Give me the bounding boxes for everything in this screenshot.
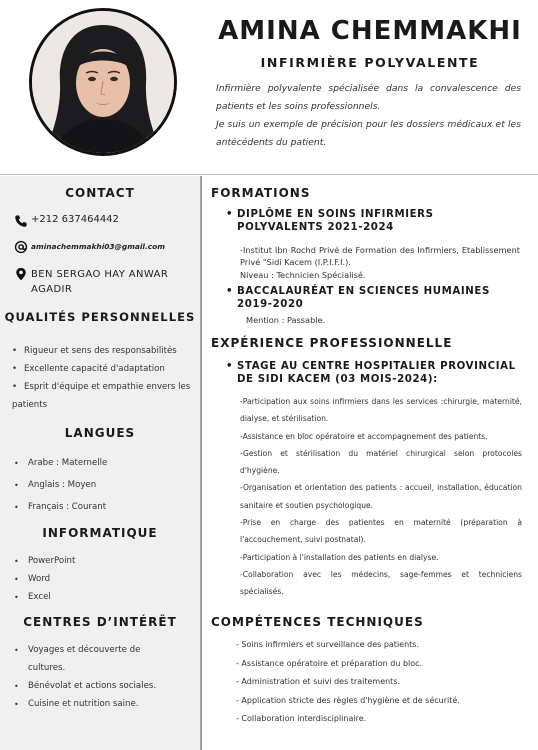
email-address[interactable]: aminachemmakhi03@gmail.com	[31, 242, 165, 251]
it-list	[14, 552, 194, 606]
contact-email	[14, 240, 165, 254]
degree-1-school: -Institut Ibn Rochd Privé de Formation des Infirmiers, Etablissement Privé "Sidi Kacem (I.P.I.F.I.).	[240, 245, 520, 267]
list-item: • PowerPoint	[14, 556, 76, 566]
skills-list	[236, 636, 526, 729]
degree-2-mention: Mention : Passable.	[246, 315, 326, 325]
interests-title: CENTRES D’INTÉRÊT	[23, 615, 177, 629]
list-item: • Anglais : Moyen	[14, 480, 97, 490]
languages-title: LANGUES	[64, 426, 136, 440]
cv-header	[0, 0, 538, 175]
list-item: • Arabe : Maternelle	[14, 458, 108, 468]
detail-item: -Organisation et orientation des patients : accueil, installation, éducation sanitaire et soutien psychologique.	[240, 483, 522, 510]
phone-number[interactable]: +212 637464442	[31, 214, 119, 225]
bullet-icon: •	[226, 361, 234, 372]
list-item: • Cuisine et nutrition saine.	[14, 699, 139, 709]
profile-summary	[216, 80, 521, 152]
list-item: - Assistance opératoire et préparation du bloc.	[236, 658, 423, 668]
qualities-list	[12, 342, 194, 414]
detail-item: -Participation à l'installation des patients en dialyse.	[240, 552, 439, 562]
location-pin-icon	[14, 267, 28, 281]
summary-line-1: Infirmière polyvalente spécialisée dans la convalescence des patients et les soins professionnels.	[216, 83, 521, 112]
at-sign-icon	[14, 240, 28, 254]
bullet-icon: •	[226, 209, 234, 220]
address-text: BEN SERGAO HAY ANWAR AGADIR	[31, 269, 169, 295]
skills-title: COMPÉTENCES TECHNIQUES	[211, 615, 424, 629]
contact-title: CONTACT	[65, 186, 135, 200]
list-item: - Application stricte des règles d'hygiène et de sécurité.	[236, 695, 460, 705]
column-divider	[200, 176, 202, 750]
detail-item: -Collaboration avec les médecins, sage-femmes et techniciens spécialisés.	[240, 569, 522, 597]
languages-list	[14, 452, 194, 518]
candidate-name: AMINA CHEMMAKHI	[218, 16, 522, 46]
list-item: • Rigueur et sens des responsabilités	[12, 346, 177, 356]
detail-item: -Prise en charge des patientes en maternité (préparation à l'accouchement, suivi postnatal).	[240, 518, 522, 545]
education-title: FORMATIONS	[211, 186, 311, 200]
detail-item: -Assistance en bloc opératoire et accompagnement des patients.	[240, 431, 488, 441]
list-item: • Esprit d'équipe et empathie envers les patients	[12, 382, 191, 410]
list-item: - Collaboration interdisciplinaire.	[236, 714, 367, 724]
bullet-icon: •	[226, 286, 234, 297]
qualities-title: QUALITÉS PERSONNELLES	[4, 310, 196, 324]
detail-item: -Participation aux soins infirmiers dans les services :chirurgie, maternité, dialyse, et stérilisation.	[240, 397, 522, 424]
list-item: cultures.	[28, 663, 66, 673]
contact-phone	[14, 214, 119, 228]
degree-1-level: Niveau : Technicien Spécialisé.	[240, 270, 366, 280]
list-item: - Administration et suivi des traitements.	[236, 677, 401, 687]
list-item: • Bénévolat et actions sociales.	[14, 681, 157, 691]
it-title: INFORMATIQUE	[42, 526, 158, 540]
detail-item: -Gestion et stérilisation du matériel chirurgical selon protocoles d'hygiène.	[240, 448, 522, 476]
stage-details	[240, 393, 522, 601]
summary-line-2: Je suis un exemple de précision pour les dossiers médicaux et les antécédents du patient.	[216, 119, 521, 148]
degree-1-heading: • DIPLÔME EN SOINS INFIRMIERS POLYVALENTS 2021-2024	[226, 209, 434, 233]
degree-2-heading: • BACCALAURÉAT EN SCIENCES HUMAINES 2019-2020	[226, 286, 490, 310]
job-title: INFIRMIÈRE POLYVALENTE	[260, 55, 480, 70]
list-item: • Word	[14, 574, 51, 584]
list-item: • Excellente capacité d'adaptation	[12, 364, 165, 374]
phone-icon	[14, 214, 28, 228]
stage-heading: • STAGE AU CENTRE HOSPITALIER PROVINCIAL DE SIDI KACEM (03 MOIS-2024):	[226, 361, 516, 385]
list-item: - Soins infirmiers et surveillance des patients.	[236, 640, 420, 649]
list-item: • Français : Courant	[14, 502, 107, 512]
contact-address	[14, 267, 189, 297]
list-item: • Voyages et découverte de	[14, 645, 141, 655]
profile-photo	[29, 8, 177, 156]
list-item: • Excel	[14, 592, 51, 602]
experience-title: EXPÉRIENCE PROFESSIONNELLE	[211, 336, 453, 350]
interests-list	[14, 641, 194, 713]
